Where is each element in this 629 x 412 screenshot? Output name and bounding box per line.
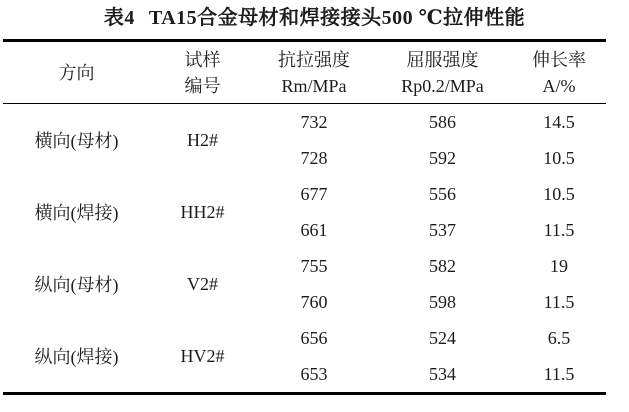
yield-strength-value: 586: [429, 111, 456, 132]
direction-cell: 纵向(焊接): [34, 347, 119, 367]
elongation-value: 10.5: [543, 183, 575, 204]
direction-cell: 横向(母材): [34, 131, 119, 151]
tensile-strength-value: 661: [300, 219, 328, 240]
yield-strength-value: 537: [429, 219, 456, 240]
elongation-value: 19: [550, 255, 568, 276]
table-row: [3, 248, 606, 284]
direction-cell: 横向(焊接): [34, 203, 119, 223]
tensile-strength-value: 653: [300, 363, 328, 384]
elongation-value: 11.5: [543, 219, 575, 240]
elongation-value: 6.5: [547, 327, 571, 348]
sample-id-cell: V2#: [187, 273, 218, 294]
col-header-direction: 方向: [3, 41, 150, 104]
yield-strength-value: 524: [429, 327, 456, 348]
col-header-sample-id: 试样 编号: [150, 41, 255, 104]
tensile-strength-value: 728: [300, 147, 328, 168]
table-row: [3, 176, 606, 212]
col-header-elongation: 伸长率 A/%: [512, 41, 606, 104]
table-title: TA15合金母材和焊接接头500 ℃拉伸性能: [148, 7, 526, 29]
table-number: 表4: [103, 7, 135, 29]
tensile-strength-value: 760: [300, 291, 328, 312]
yield-strength-value: 534: [429, 363, 456, 384]
elongation-value: 10.5: [543, 147, 575, 168]
elongation-value: 11.5: [543, 291, 575, 312]
sample-id-cell: H2#: [187, 129, 218, 150]
table-row: [3, 104, 606, 141]
yield-strength-value: 598: [429, 291, 456, 312]
table-row: [3, 320, 606, 356]
elongation-value: 14.5: [543, 111, 575, 132]
sample-id-cell: HH2#: [180, 201, 225, 222]
tensile-strength-value: 677: [300, 183, 328, 204]
tensile-properties-table: [3, 39, 606, 395]
tensile-strength-value: 732: [300, 111, 328, 132]
direction-cell: 纵向(母材): [34, 275, 119, 295]
tensile-strength-value: 755: [300, 255, 328, 276]
header-row: [3, 41, 606, 104]
yield-strength-value: 582: [429, 255, 456, 276]
table-caption: [0, 5, 629, 32]
yield-strength-value: 592: [429, 147, 456, 168]
col-header-tensile-strength: 抗拉强度 Rm/MPa: [255, 41, 373, 104]
sample-id-cell: HV2#: [180, 345, 225, 366]
tensile-strength-value: 656: [300, 327, 328, 348]
yield-strength-value: 556: [429, 183, 456, 204]
col-header-yield-strength: 屈服强度 Rp0.2/MPa: [373, 41, 512, 104]
elongation-value: 11.5: [543, 363, 575, 384]
